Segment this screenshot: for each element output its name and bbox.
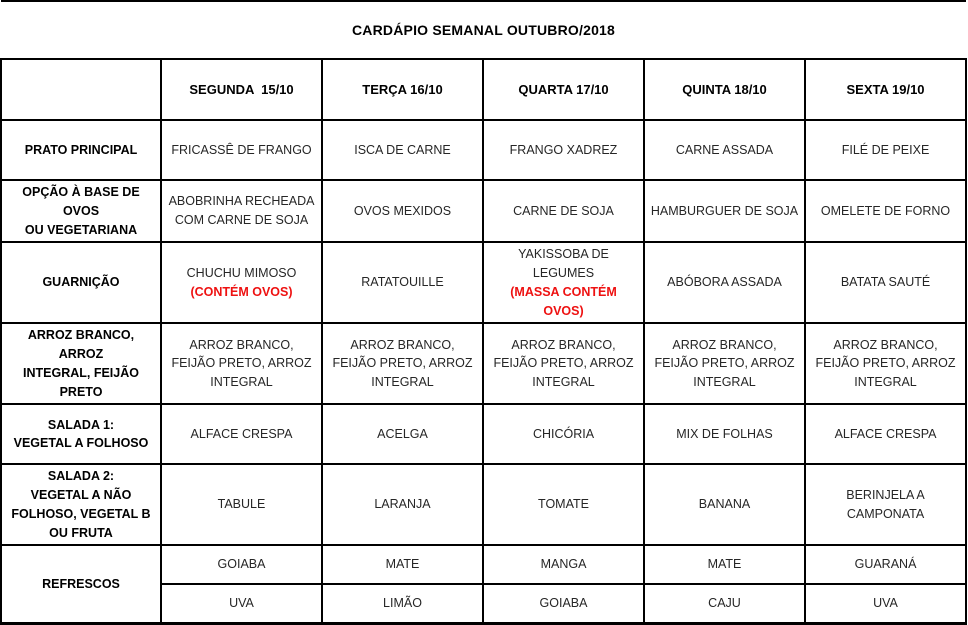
menu-cell (805, 584, 966, 623)
menu-cell (483, 545, 644, 584)
day-header: SEGUNDA 15/10 (161, 59, 322, 120)
dish-name: MIX DE FOLHAS (676, 426, 773, 441)
menu-cell (161, 464, 322, 545)
row-label (1, 242, 161, 323)
row-label (1, 545, 161, 623)
menu-cell (161, 323, 322, 404)
dish-name: CAJU (708, 596, 741, 611)
menu-cell (483, 464, 644, 545)
dish-name: ABÓBORA ASSADA (667, 275, 782, 290)
menu-cell (483, 404, 644, 464)
menu-cell (644, 404, 805, 464)
menu-grid (1, 1, 966, 623)
menu-cell (161, 545, 322, 584)
menu-cell (805, 120, 966, 180)
dish-name: RATATOUILLE (361, 275, 444, 290)
menu-cell (644, 545, 805, 584)
dish-name: MANGA (540, 557, 587, 572)
dish-name: ACELGA (377, 426, 428, 441)
row-label-line: OPÇÃO À BASE DE OVOS (22, 185, 140, 218)
menu-cell (805, 404, 966, 464)
menu-cell (644, 464, 805, 545)
dish-name: BERINJELA A CAMPONATA (846, 488, 925, 521)
dish-name: BATATA SAUTÉ (840, 275, 931, 290)
dish-name: TOMATE (538, 497, 589, 512)
day-header: SEXTA 19/10 (805, 59, 966, 120)
dish-name: ARROZ BRANCO, FEIJÃO PRETO, ARROZ INTEGRAL (332, 337, 473, 390)
dish-name: CHICÓRIA (532, 426, 595, 441)
row-label-line: SALADA 2: (47, 469, 115, 484)
menu-cell (322, 584, 483, 623)
dish-name: LARANJA (374, 497, 431, 512)
menu-cell (483, 120, 644, 180)
menu-cell (644, 584, 805, 623)
dish-name: HAMBURGUER DE SOJA (650, 203, 799, 218)
dish-name: GUARANÁ (854, 557, 917, 572)
dish-name: ARROZ BRANCO, FEIJÃO PRETO, ARROZ INTEGRAL (654, 337, 795, 390)
menu-cell (161, 242, 322, 323)
menu-cell (483, 242, 644, 323)
dish-name: CARNE DE SOJA (513, 203, 614, 218)
dish-name: OVOS MEXIDOS (353, 203, 452, 218)
dish-name: CARNE ASSADA (675, 142, 774, 157)
menu-row (1, 323, 966, 404)
menu-cell (322, 404, 483, 464)
menu-cell (644, 180, 805, 242)
menu-row (1, 404, 966, 464)
menu-cell (161, 120, 322, 180)
dish-name: FRANGO XADREZ (509, 142, 618, 157)
page-title: CARDÁPIO SEMANAL OUTUBRO/2018 (1, 1, 966, 59)
row-label-line: ARROZ BRANCO, ARROZ (27, 328, 135, 361)
row-label-line: GUARNIÇÃO (42, 275, 120, 290)
dish-name: ARROZ BRANCO, FEIJÃO PRETO, ARROZ INTEGRAL (815, 337, 956, 390)
menu-cell (322, 323, 483, 404)
menu-cell (161, 180, 322, 242)
row-label-line: OU VEGETARIANA (24, 222, 138, 237)
dish-name: ALFACE CRESPA (190, 426, 293, 441)
allergy-note: (CONTÉM OVOS) (190, 284, 293, 299)
dish-name: ARROZ BRANCO, FEIJÃO PRETO, ARROZ INTEGRAL (171, 337, 312, 390)
menu-cell (805, 545, 966, 584)
row-label (1, 464, 161, 545)
menu-cell (805, 464, 966, 545)
menu-cell (805, 323, 966, 404)
menu-cell (644, 323, 805, 404)
menu-cell (322, 180, 483, 242)
menu-cell (483, 323, 644, 404)
menu-row (1, 120, 966, 180)
menu-cell (483, 180, 644, 242)
menu-row (1, 242, 966, 323)
row-label (1, 323, 161, 404)
dish-name: MATE (707, 557, 742, 572)
day-header: QUINTA 18/10 (644, 59, 805, 120)
row-label-line: INTEGRAL, FEIJÃO PRETO (23, 365, 139, 399)
menu-cell (322, 120, 483, 180)
menu-row (1, 545, 966, 584)
dish-name: BANANA (698, 497, 751, 512)
day-header: QUARTA 17/10 (483, 59, 644, 120)
dish-name: YAKISSOBA DE LEGUMES (518, 247, 609, 280)
dish-name: TABULE (217, 497, 266, 512)
dish-name: MATE (385, 557, 420, 572)
row-label-line: OU FRUTA (49, 525, 113, 540)
menu-cell (322, 545, 483, 584)
dish-name: ABOBRINHA RECHEADA COM CARNE DE SOJA (168, 194, 315, 228)
dish-name: ALFACE CRESPA (834, 426, 937, 441)
dish-name: FRICASSÊ DE FRANGO (171, 142, 312, 157)
menu-cell (644, 242, 805, 323)
menu-cell (161, 584, 322, 623)
menu-cell (322, 464, 483, 545)
row-label-line: VEGETAL A NÃO (30, 488, 132, 502)
menu-cell (805, 180, 966, 242)
dish-name: GOIABA (217, 557, 266, 572)
menu-row (1, 180, 966, 242)
title-row (1, 1, 966, 59)
row-label-line: FOLHOSO, VEGETAL B (11, 506, 151, 521)
dish-name: OMELETE DE FORNO (820, 203, 951, 218)
day-header-row (1, 59, 966, 120)
menu-row (1, 464, 966, 545)
dish-name: GOIABA (539, 596, 588, 611)
dish-name: UVA (873, 596, 898, 611)
day-header: TERÇA 16/10 (322, 59, 483, 120)
allergy-note: (MASSA CONTÉM OVOS) (510, 284, 617, 318)
row-label (1, 404, 161, 464)
dish-name: CHUCHU MIMOSO (186, 266, 297, 280)
dish-name: UVA (229, 596, 254, 611)
menu-cell (322, 242, 483, 323)
row-label-line: REFRESCOS (42, 576, 120, 591)
menu-cell (161, 404, 322, 464)
dish-name: LIMÃO (383, 596, 422, 611)
menu-cell (644, 120, 805, 180)
dish-name: FILÉ DE PEIXE (841, 142, 930, 157)
row-label (1, 120, 161, 180)
corner-cell (1, 59, 161, 120)
row-label-line: VEGETAL A FOLHOSO (13, 436, 149, 451)
row-label-line: PRATO PRINCIPAL (24, 142, 138, 157)
row-label-line: SALADA 1: (47, 417, 115, 432)
dish-name: ARROZ BRANCO, FEIJÃO PRETO, ARROZ INTEGRAL (493, 337, 634, 390)
dish-name: ISCA DE CARNE (354, 142, 451, 157)
menu-cell (805, 242, 966, 323)
row-label (1, 180, 161, 242)
menu-cell (483, 584, 644, 623)
